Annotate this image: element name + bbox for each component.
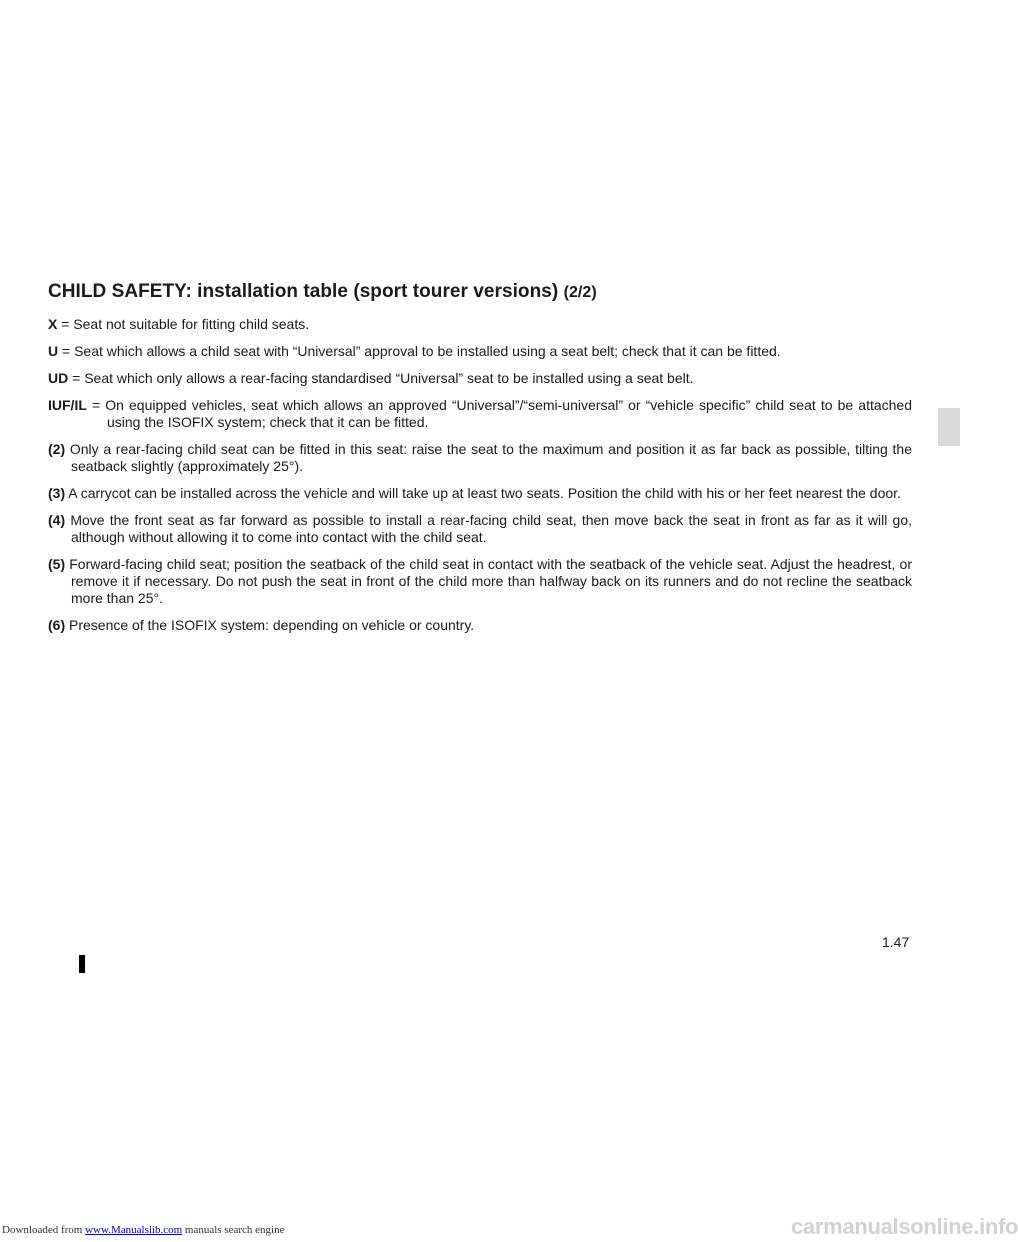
note-item [48, 556, 912, 607]
note-item [48, 512, 912, 546]
footer-suffix: manuals search engine [182, 1224, 285, 1236]
page-title-main: CHILD SAFETY: installation table (sport tourer versions) [48, 281, 559, 302]
note-text: A carrycot can be installed across the vehicle and will take up at least two seats. Position the child with his or her feet nearest the door. [65, 485, 901, 501]
note-number: (5) [48, 556, 66, 572]
note-number: (4) [48, 512, 66, 528]
note-number: (3) [48, 485, 66, 501]
definition-term: X [48, 316, 58, 332]
note-text: Move the front seat as far forward as possible to install a rear-facing child seat, then move back the seat in front as far as it will go, although without allowing it to come into contact with the child seat. [65, 512, 912, 545]
note-item [48, 441, 912, 475]
definition-item [48, 316, 912, 333]
note-text: Forward-facing child seat; position the seatback of the child seat in contact with the seatback of the vehicle seat. Adjust the headrest, or remove it if necessary. Do not push the seat in front of the child more than halfway back on its runners and do not recline the seatback more than 25°. [65, 556, 912, 606]
definition-term: UD [48, 370, 69, 386]
note-number: (6) [48, 617, 66, 633]
note-text: Only a rear-facing child seat can be fitted in this seat: raise the seat to the maximum and position it as far back as possible, tilting the seatback slightly (approximately 25°). [65, 441, 912, 474]
page-number: 1.47 [882, 934, 910, 950]
note-text: Presence of the ISOFIX system: depending on vehicle or country. [65, 617, 475, 633]
footer-prefix: Downloaded from [2, 1224, 86, 1236]
definition-item [48, 370, 912, 387]
definition-term: U [48, 343, 59, 359]
note-item [48, 485, 912, 502]
page-title [48, 281, 597, 303]
definition-text: = Seat which allows a child seat with “Universal” approval to be installed using a seat belt; check that it can be fitted. [58, 343, 781, 359]
note-item [48, 617, 912, 634]
page-title-part: (2/2) [563, 284, 597, 301]
definitions-list [48, 316, 912, 644]
manualslib-link[interactable]: www.Manualslib.com [85, 1224, 183, 1236]
definition-text: = Seat which only allows a rear-facing standardised “Universal” seat to be installed using a seat belt. [68, 370, 694, 386]
definition-item [48, 397, 912, 431]
definition-term: IUF/IL [48, 397, 87, 413]
margin-marker [79, 955, 85, 973]
definition-text: = On equipped vehicles, seat which allows an approved “Universal”/“semi-universal” or “vehicle specific” child seat to be attached using the ISOFIX system; check that it can be fitted. [86, 397, 912, 430]
definition-item [48, 343, 912, 360]
watermark: carmanualsonline.info [791, 1214, 1018, 1239]
note-number: (2) [48, 441, 66, 457]
download-footer [2, 1224, 284, 1236]
definition-text: = Seat not suitable for fitting child seats. [57, 316, 310, 332]
section-tab [938, 408, 960, 446]
